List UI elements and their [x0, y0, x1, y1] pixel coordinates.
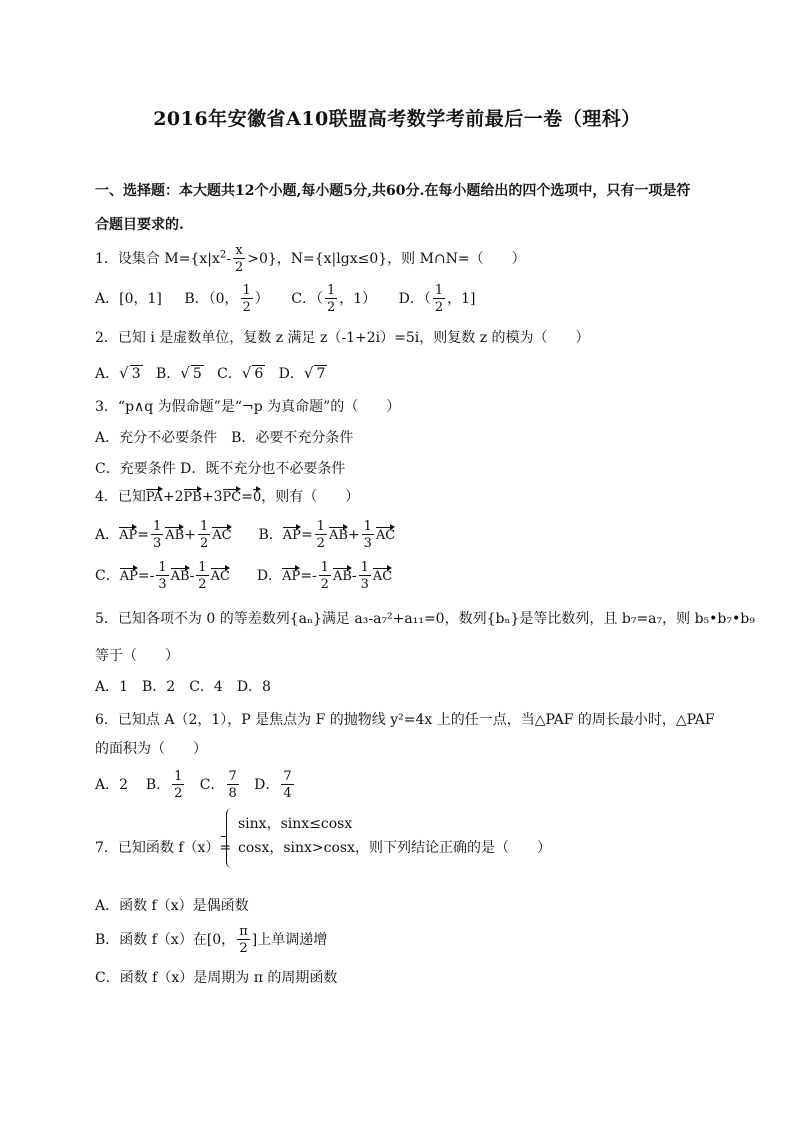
page-title: 2016年安徽省A10联盟高考数学考前最后一卷（理科）	[153, 108, 641, 130]
q7-option-b: B．函数 f（x）在[0， $\frac{\pi}{2}$ ]上单调递增	[95, 924, 328, 956]
q5-stem-line1: 5．已知各项不为 0 的等差数列{aₙ}满足 a₃-a₇²+a₁₁=0，数列{bₙ}是等比数列，且 b₇=a₇，则 b₅•b₇•b₉	[95, 611, 755, 627]
q1-fraction: $\frac{x}{2}$	[234, 243, 244, 275]
q5-options: A．1 B．2 C．4 D．8	[95, 679, 271, 695]
q3-stem: 3．“p∧q 为假命题”是“¬p 为真命题”的（ ）	[95, 399, 401, 415]
q3-options-line1: A．充分不必要条件 B．必要不充分条件	[95, 430, 354, 446]
q6-stem-line1: 6．已知点 A（2，1），P 是焦点为 F 的抛物线 y²=4x 上的任一点，当△PAF 的周长最小时，△PAF	[95, 712, 715, 728]
section-heading-line2: 合题目要求的.	[95, 217, 184, 233]
q1-options	[95, 284, 476, 314]
q4-options-cd: C．AP=- $\frac{1}{3}$ AB- $\frac{1}{2}$ AC D．AP=- $\frac{1}{2}$ AB- $\frac{1}{3}$ AC	[95, 560, 393, 592]
q1-option-d: D．（ $\frac{1}{2}$ ，1]	[398, 283, 476, 315]
q7-option-c: C．函数 f（x）是周期为 π 的周期函数	[95, 970, 338, 986]
q4-options-ab: A．AP= $\frac{1}{3}$ AB+ $\frac{1}{2}$ AC B．AP= $\frac{1}{2}$ AB+ $\frac{1}{3}$ AC	[95, 519, 396, 551]
q2-options: A．√ 3 B．√ 5 C．√ 6 D．√ 7	[95, 364, 326, 382]
q7-case1: sinx，sinx≤cosx	[238, 816, 353, 832]
q6-options: A．2 B． $\frac{1}{2}$ C． $\frac{7}{8}$ D． $\frac{7}{4}$	[95, 769, 292, 801]
q1-option-a: A．[0，1]	[95, 291, 162, 307]
q1-option-b: B．（0， $\frac{1}{2}$ ）	[184, 283, 269, 315]
q6-stem-line2: 的面积为（ ）	[95, 741, 207, 757]
q3-options-line2: C．充要条件 D．既不充分也不必要条件	[95, 461, 346, 477]
q7-option-a: A．函数 f（x）是偶函数	[95, 898, 249, 914]
q1-stem: 1．设集合 $M=\{x|x^2-$ $\frac{x}{2}$ >0}，N={x|lgx≤0}，则 M∩N=（ ）	[95, 243, 526, 275]
q1-option-c: C．（ $\frac{1}{2}$ ，1）	[291, 283, 377, 315]
q4-stem: 4．已知PA+2PB+3PC=0，则有（ ）	[95, 486, 359, 506]
q5-stem-line2: 等于（ ）	[95, 648, 179, 664]
piecewise-brace	[226, 808, 235, 868]
q2-stem: 2．已知 i 是虚数单位，复数 z 满足 z（-1+2i）=5i，则复数 z 的模为（ ）	[95, 330, 590, 346]
q7-case2: cosx，sinx>cosx，则下列结论正确的是（ ）	[238, 840, 552, 856]
q7-stem: 7．已知函数 f（x）=	[95, 840, 232, 856]
section-heading-line1: 一、选择题：本大题共12个小题,每小题5分,共60分.在每小题给出的四个选项中，只有一项是符	[95, 183, 691, 199]
